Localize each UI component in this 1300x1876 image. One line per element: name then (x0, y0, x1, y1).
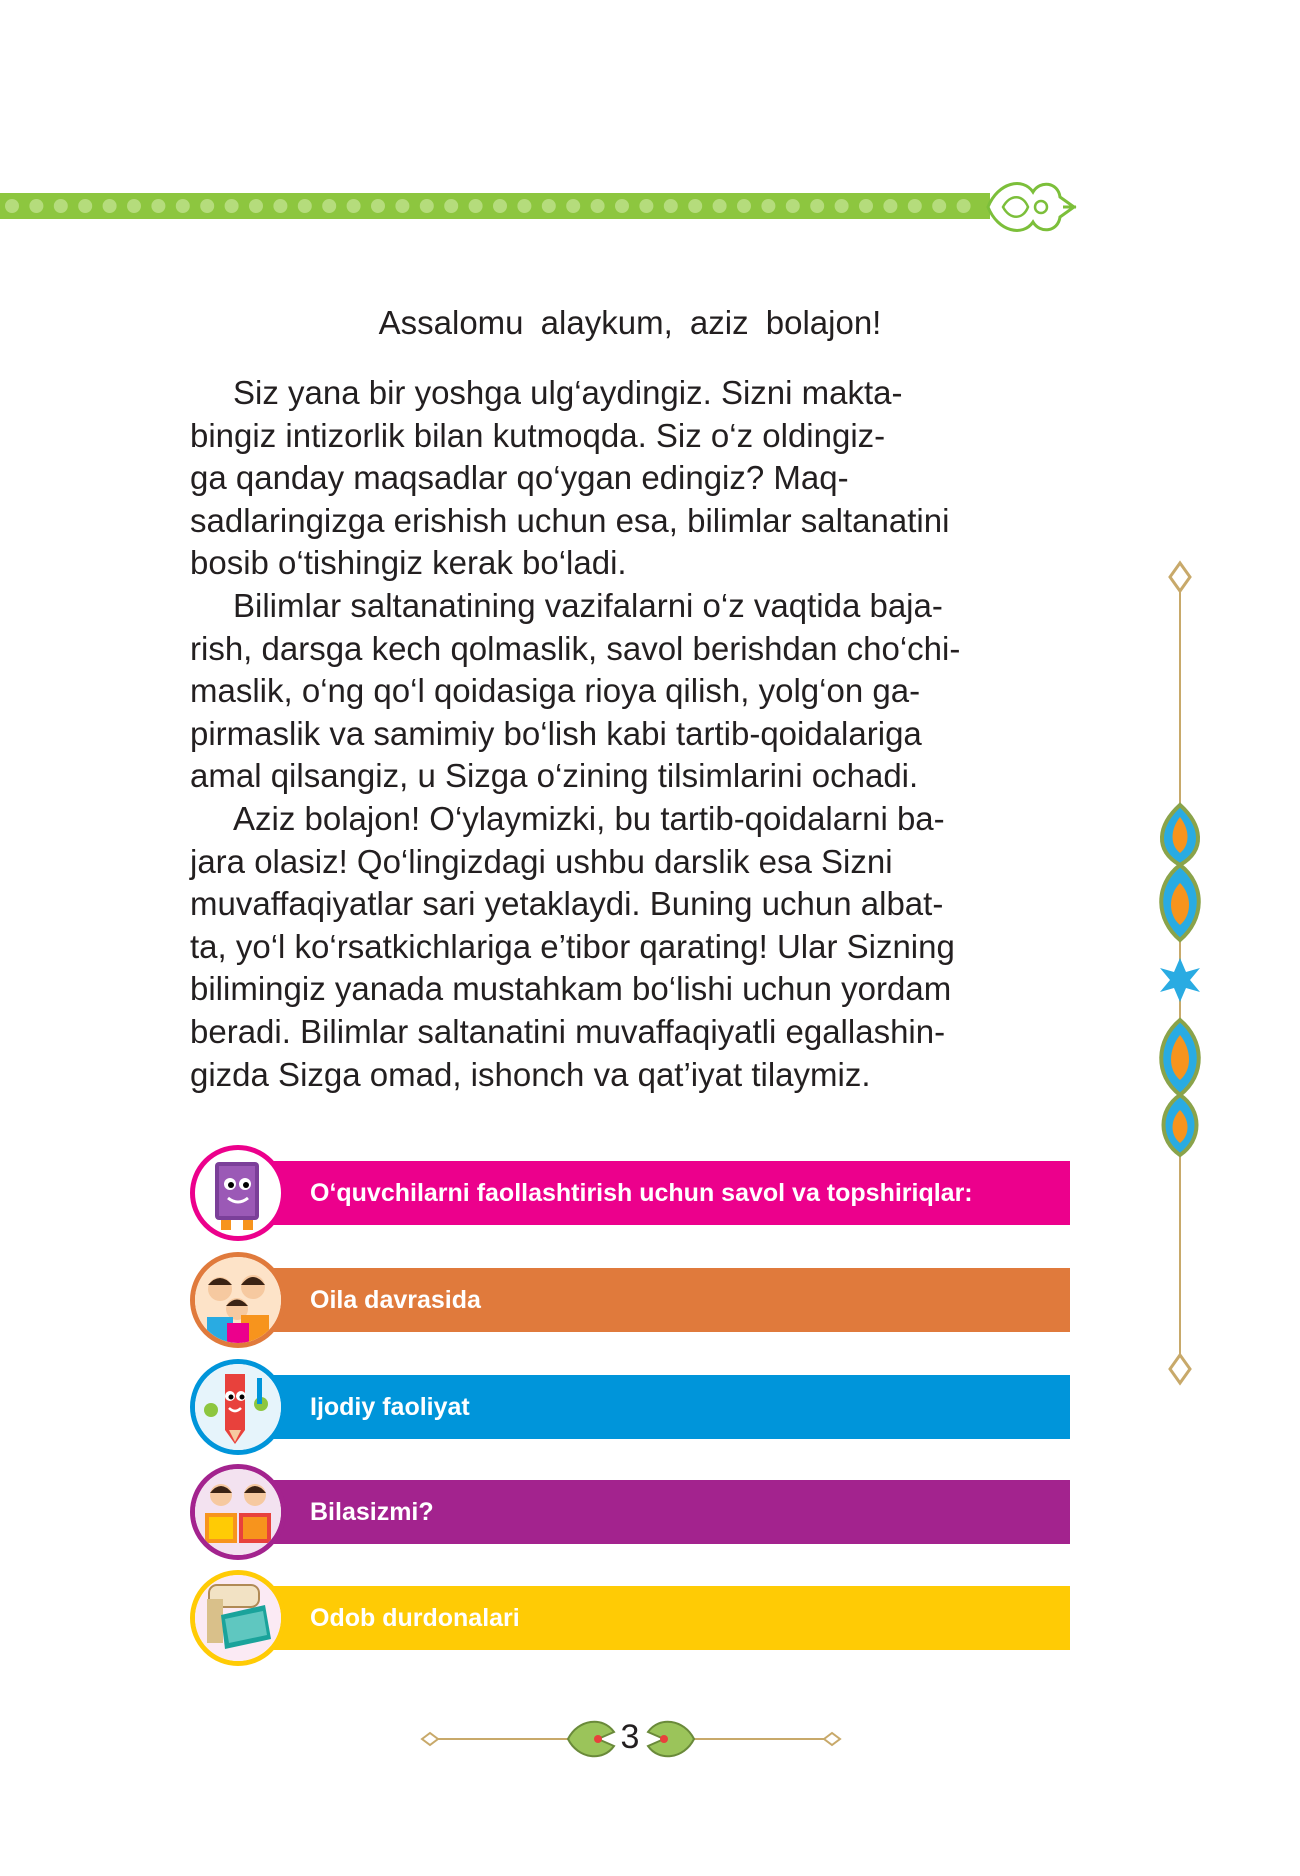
text-line: maslik, o‘ng qo‘l qoidasiga rioya qilish, yolg‘on ga- (190, 672, 921, 710)
band-dot (29, 199, 43, 213)
book-character-icon (190, 1145, 286, 1241)
legend-label: O‘quvchilarni faollashtirish uchun savol va topshiriqlar: (310, 1178, 973, 1207)
band-dot (127, 199, 141, 213)
text-line: rish, darsga kech qolmaslik, savol berishdan cho‘chi- (190, 629, 961, 667)
band-dot (347, 199, 361, 213)
text-line: ga qanday maqsadlar qo‘ygan edingiz? Maq- (190, 459, 849, 497)
legend-label: Bilasizmi? (310, 1497, 434, 1526)
band-dot (835, 199, 849, 213)
band-dot (908, 199, 922, 213)
scroll-book-icon (190, 1570, 286, 1666)
band-dot (420, 199, 434, 213)
text-line: ta, yo‘l ko‘rsatkichlariga e’tibor qarating! Ular Sizning (190, 927, 955, 965)
band-dot (273, 199, 287, 213)
band-dot (688, 199, 702, 213)
band-dot (615, 199, 629, 213)
band-dot (395, 199, 409, 213)
band-dot (200, 199, 214, 213)
legend-label: Ijodiy faoliyat (310, 1392, 470, 1421)
text-line: muvaffaqiyatlar sari yetaklaydi. Buning uchun albat- (190, 885, 944, 923)
band-dot (810, 199, 824, 213)
text-line: jara olasiz! Qo‘lingizdagi ushbu darslik esa Sizni (190, 842, 893, 880)
text-line: amal qilsangiz, u Sizga o‘zining tilsimlarini ochadi. (190, 757, 919, 795)
band-dot (54, 199, 68, 213)
band-dot (664, 199, 678, 213)
text-line: Siz yana bir yoshga ulg‘aydingiz. Sizni makta- (233, 374, 903, 411)
text-line: gizda Sizga omad, ishonch va qat’iyat tilaymiz. (190, 1055, 871, 1093)
top-floral-ornament-icon (978, 172, 1078, 242)
band-dot (371, 199, 385, 213)
band-dot (469, 199, 483, 213)
band-dots (0, 193, 990, 219)
legend-item-family (190, 1250, 1070, 1345)
band-dot (883, 199, 897, 213)
band-dot (151, 199, 165, 213)
legend-bar (260, 1268, 1070, 1332)
band-dot (517, 199, 531, 213)
band-dot (737, 199, 751, 213)
text-line: beradi. Bilimlar saltanatini muvaffaqiyatli egallashin- (190, 1012, 946, 1050)
band-dot (444, 199, 458, 213)
legend-label: Odob durdonalari (310, 1603, 520, 1632)
text-line: Bilimlar saltanatining vazifalarni o‘z vaqtida baja- (233, 586, 943, 624)
band-dot (493, 199, 507, 213)
band-dot (957, 199, 971, 213)
page-number: 3 (620, 1718, 640, 1756)
pencil-character-icon (190, 1359, 286, 1455)
legend-bar (260, 1586, 1070, 1650)
legend-bar (260, 1480, 1070, 1544)
text-line: bingiz intizorlik bilan kutmoqda. Siz o‘z oldingiz- (190, 416, 886, 454)
band-dot (566, 199, 580, 213)
legend-item-did-you-know (190, 1462, 1070, 1557)
band-dot (225, 199, 239, 213)
intro-text (190, 372, 1070, 1096)
band-dot (249, 199, 263, 213)
legend-item-creative (190, 1357, 1070, 1452)
top-decorative-band (0, 193, 990, 219)
band-dot (176, 199, 190, 213)
reading-children-icon (190, 1464, 286, 1560)
band-dot (298, 199, 312, 213)
text-line: pirmaslik va samimiy bo‘lish kabi tartib-qoidalariga (190, 714, 922, 752)
family-icon (190, 1252, 286, 1348)
band-dot (103, 199, 117, 213)
greeting-heading: Assalomu alaykum, aziz bolajon! (378, 304, 882, 341)
legend-item-activation (190, 1143, 1070, 1238)
band-dot (713, 199, 727, 213)
text-line: Aziz bolajon! O‘ylaymizki, bu tartib-qoidalarni ba- (233, 799, 945, 837)
band-dot (322, 199, 336, 213)
band-dot (542, 199, 556, 213)
band-dot (591, 199, 605, 213)
legend-bar (260, 1375, 1070, 1439)
band-dot (761, 199, 775, 213)
band-dot (5, 199, 19, 213)
band-dot (639, 199, 653, 213)
band-dot (786, 199, 800, 213)
legend-label: Oila davrasida (310, 1285, 481, 1314)
band-dot (859, 199, 873, 213)
legend-bar (260, 1161, 1070, 1225)
band-dot (78, 199, 92, 213)
text-line: sadlaringizga erishish uchun esa, bilimlar saltanatini (190, 501, 950, 539)
text-line: bilimingiz yanada mustahkam bo‘lishi uchun yordam (190, 970, 952, 1008)
text-line: bosib o‘tishingiz kerak bo‘ladi. (190, 544, 627, 582)
side-vertical-ornament-icon (1150, 555, 1210, 1395)
legend-item-manners (190, 1568, 1070, 1663)
band-dot (932, 199, 946, 213)
